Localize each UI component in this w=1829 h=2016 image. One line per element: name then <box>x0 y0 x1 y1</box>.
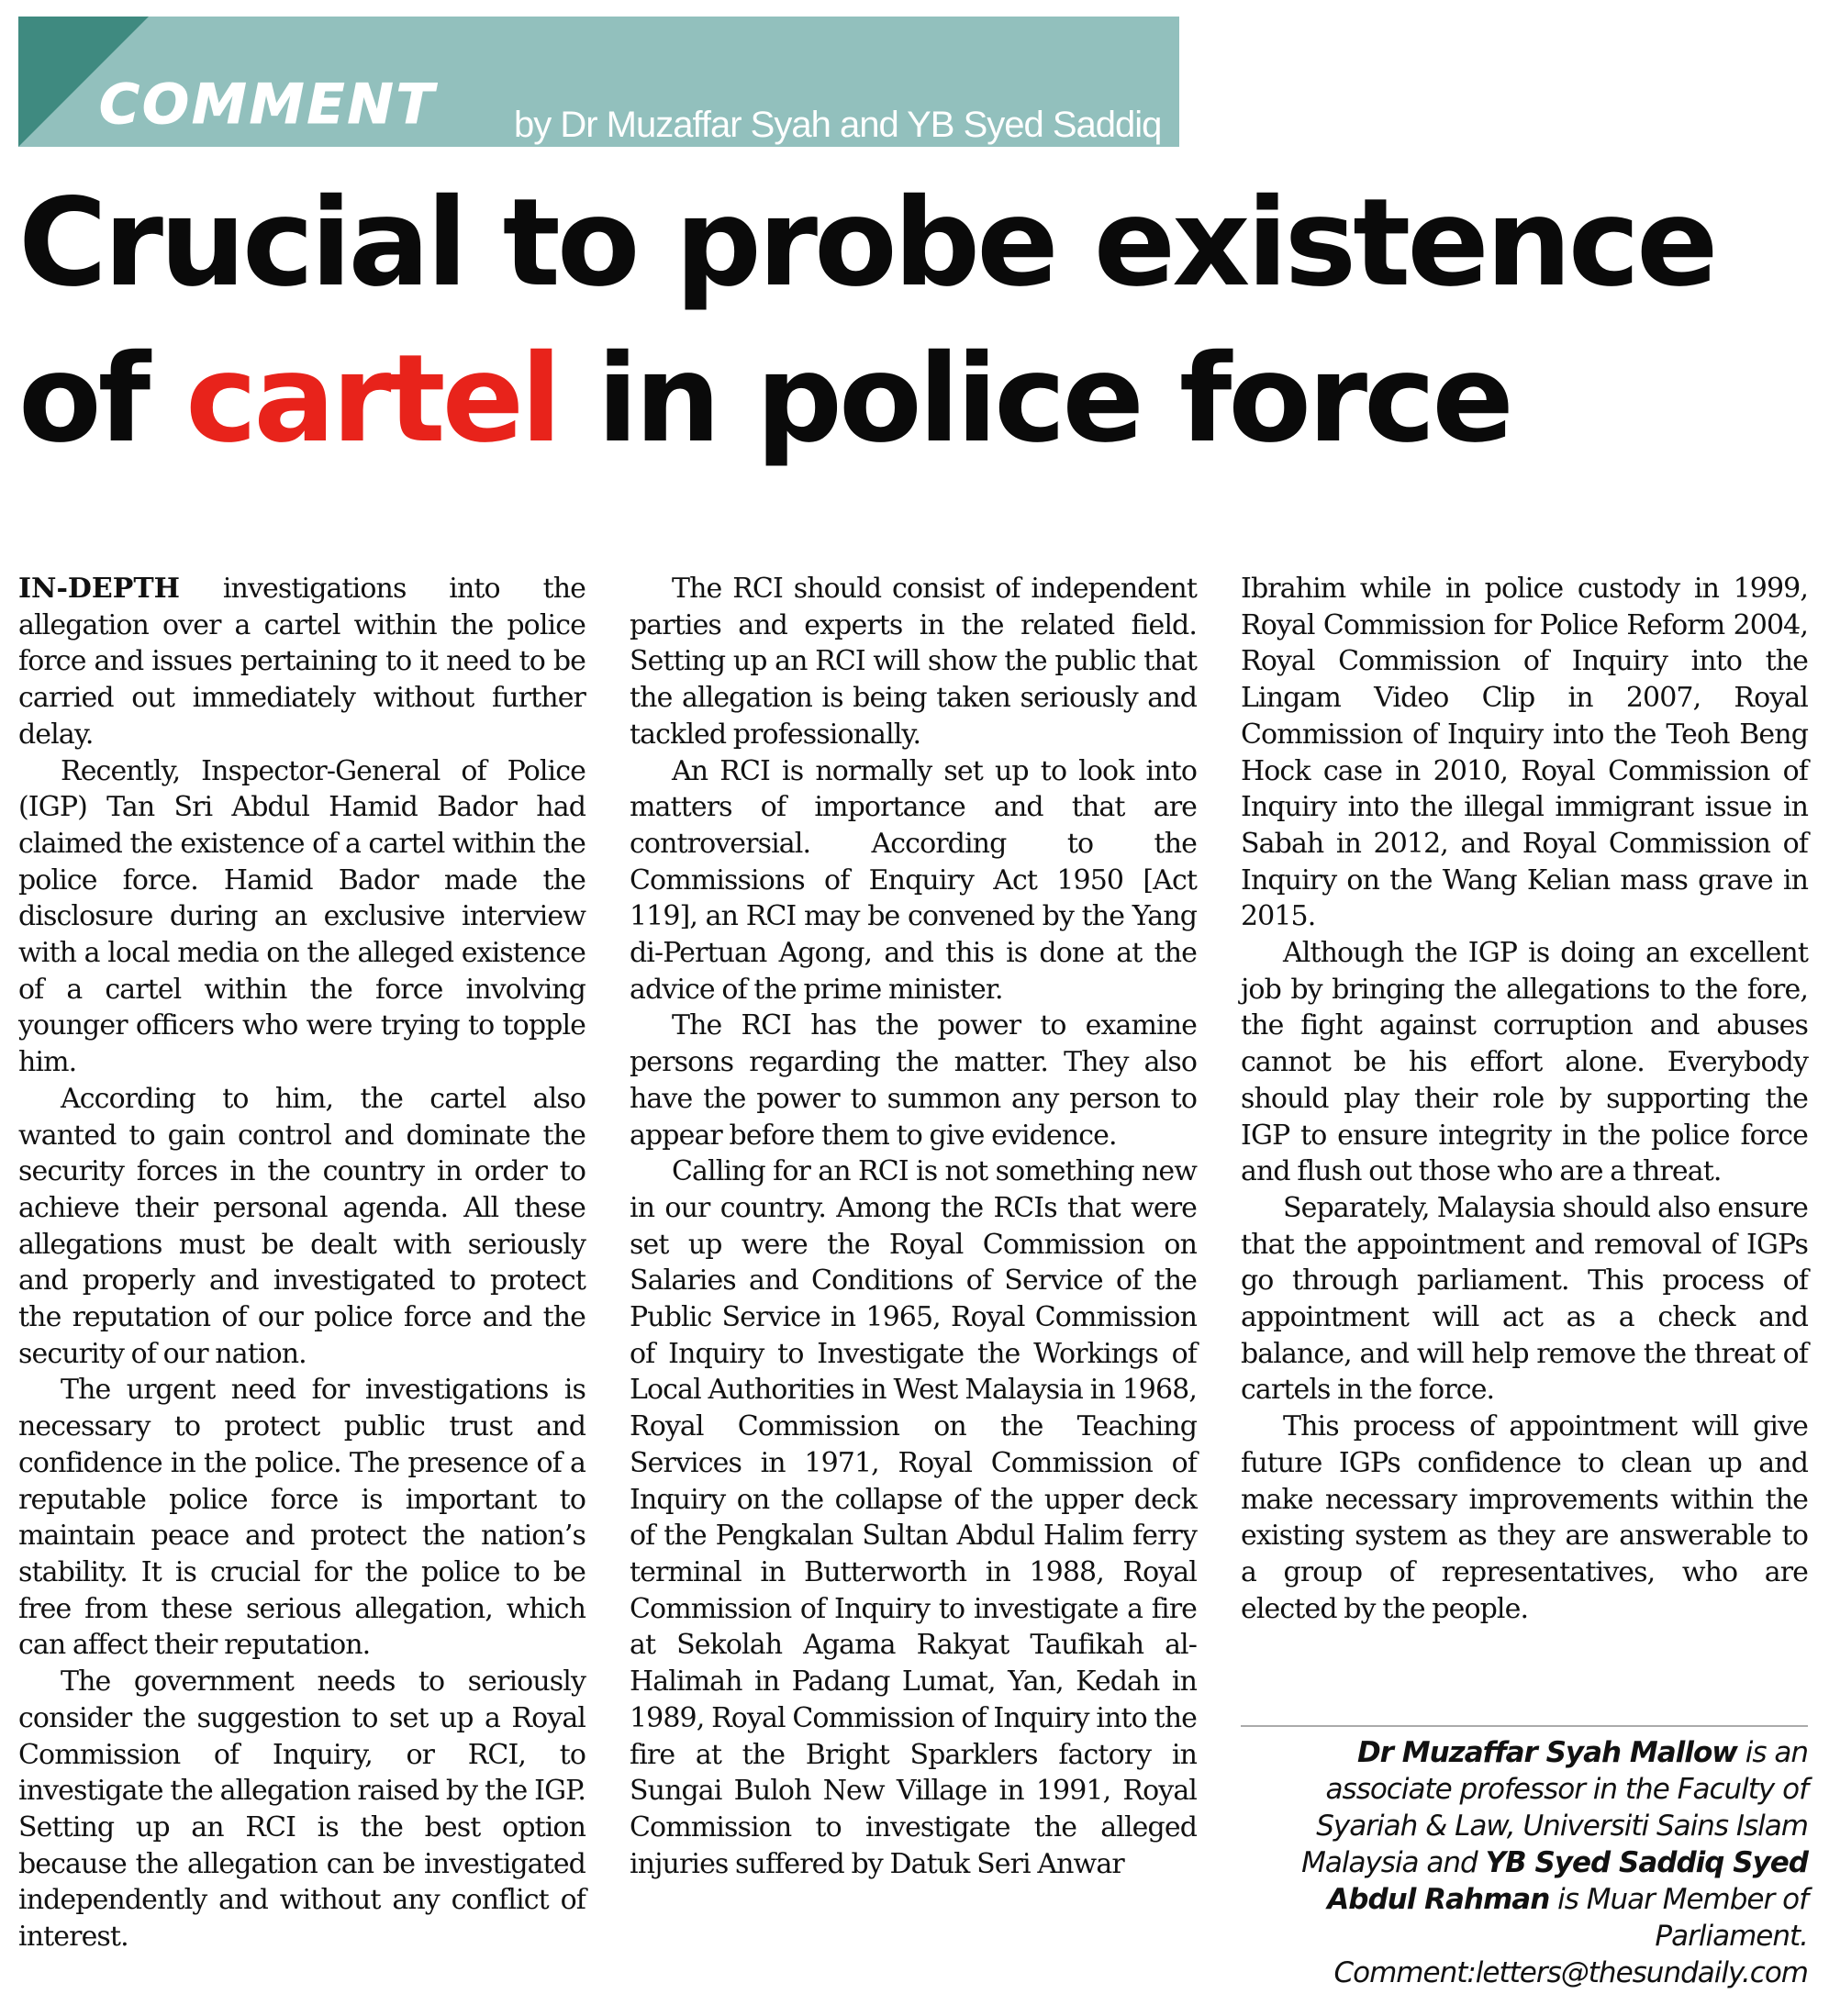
headline-highlight-word: cartel <box>185 329 559 470</box>
article-column-2 <box>630 571 1197 1882</box>
article-column-1 <box>18 571 586 1955</box>
headline <box>18 165 1817 477</box>
headline-line2-before: of <box>18 329 186 470</box>
paragraph-10: Although the IGP is doing an excellent job by bringing the allegations to the fore, the fight against corruption and abuses cannot be his effort alone. Everybody should play their role by supporting the IGP to ensure integrity in the police force and flush out those who are a threat. <box>1241 937 1808 1188</box>
bio-divider <box>1241 1725 1808 1727</box>
paragraph-1 <box>18 571 586 753</box>
section-label: COMMENT <box>99 72 437 137</box>
paragraph-8: The RCI has the power to examine persons regarding the matter. They also have the power to summon any person to appear before them to give evidence. <box>630 1009 1197 1152</box>
paragraph-1-text: investigations into the allegation over a cartel within the police force and issues pertaining to it need to be carried out immediately without further delay. <box>18 573 586 751</box>
author-bio-2: is Muar Member of Parliament. <box>1549 1883 1808 1953</box>
paragraph-9: Calling for an RCI is not something new in our country. Among the RCIs that were set up were the Royal Commission on Salaries and Conditions of Service of the Public Service in 1965, Royal Commission of Inquiry to Investigate the Workings of Local Authorities in West Malaysia in 1968, Royal Commission on the Teaching Services in 1971, Royal Commission of Inquiry on the collapse of the upper deck of the Pengkalan Sultan Abdul Halim ferry terminal in Butterworth in 1988, Royal Commission of Inquiry to investigate a fire at Sekolah Agama Rakyat Taufikah al-Halimah in Padang Lumat, Yan, Kedah in 1989, Royal Commission of Inquiry into the fire at the Bright Sparklers factory in Sungai Buloh New Village in 1991, Royal Commission to investigate the alleged injuries suffered by Datuk Seri Anwar <box>630 1155 1197 1880</box>
contact-email: Comment:letters@thesundaily.com <box>1333 1956 1808 1989</box>
paragraph-5: The government needs to seriously consider the suggestion to set up a Royal Commission of Inquiry, or RCI, to investigate the allegation raised by the IGP. Setting up an RCI is the best option because the allegation can be investigated independently and without any conflict of interest. <box>18 1665 586 1954</box>
comment-banner <box>18 17 1179 147</box>
headline-line2-after: in police force <box>558 329 1511 470</box>
author-bio-1: is an associate professor in the Faculty of Syariah & Law, Universiti Sains Islam Malaysia and <box>1301 1736 1808 1879</box>
paragraph-2: Recently, Inspector-General of Police (IGP) Tan Sri Abdul Hamid Bador had claimed the existence of a cartel within the police force. Hamid Bador made the disclosure during an exclusive interview with a local media on the alleged existence of a cartel within the force involving younger officers who were trying to topple him. <box>18 754 586 1079</box>
paragraph-6: The RCI should consist of independent parties and experts in the related field. Setting up an RCI will show the public that the allegation is being taken seriously and tackled professionally. <box>630 573 1197 751</box>
article-column-3 <box>1241 571 1808 1627</box>
paragraph-7: An RCI is normally set up to look into matters of importance and that are controversial. According to the Commissions of Enquiry Act 1950 [Act 119], an RCI may be convened by the Yang di-Pertuan Agong, and this is done at the advice of the prime minister. <box>630 754 1197 1006</box>
author-name-1: Dr Muzaffar Syah Mallow <box>1356 1736 1737 1769</box>
headline-line1: Crucial to probe existence <box>18 173 1715 314</box>
lead-word: IN-DEPTH <box>18 573 181 605</box>
paragraph-9-continued: Ibrahim while in police custody in 1999, Royal Commission for Police Reform 2004, Royal Commission of Inquiry into the Lingam Video Clip in 2007, Royal Commission of Inquiry into the Teoh Beng Hock case in 2010, Royal Commission of Inquiry into the illegal immigrant issue in Sabah in 2012, and Royal Commission of Inquiry on the Wang Kelian mass grave in 2015. <box>1241 573 1808 933</box>
paragraph-11: Separately, Malaysia should also ensure that the appointment and removal of IGPs go through parliament. This process of appointment will act as a check and balance, and will help remove the threat of cartels in the force. <box>1241 1191 1808 1407</box>
paragraph-12: This process of appointment will give future IGPs confidence to clean up and make necessary improvements within the existing system as they are answerable to a group of representatives, who are elected by the people. <box>1241 1410 1808 1625</box>
author-bio-text <box>1241 1734 1808 1955</box>
author-bio <box>1241 1734 1808 1991</box>
paragraph-4: The urgent need for investigations is necessary to protect public trust and confidence in the police. The presence of a reputable police force is important to maintain peace and protect the nation’s stability. It is crucial for the police to be free from these serious allegation, which can affect their reputation. <box>18 1374 586 1662</box>
paragraph-3: According to him, the cartel also wanted to gain control and dominate the security forces in the country in order to achieve their personal agenda. All these allegations must be dealt with seriously and properly and investigated to protect the reputation of our police force and the security of our nation. <box>18 1082 586 1370</box>
author-name-2: YB Syed Saddiq Syed Abdul Rahman <box>1327 1846 1808 1916</box>
byline: by Dr Muzaffar Syah and YB Syed Saddiq <box>514 105 1162 145</box>
